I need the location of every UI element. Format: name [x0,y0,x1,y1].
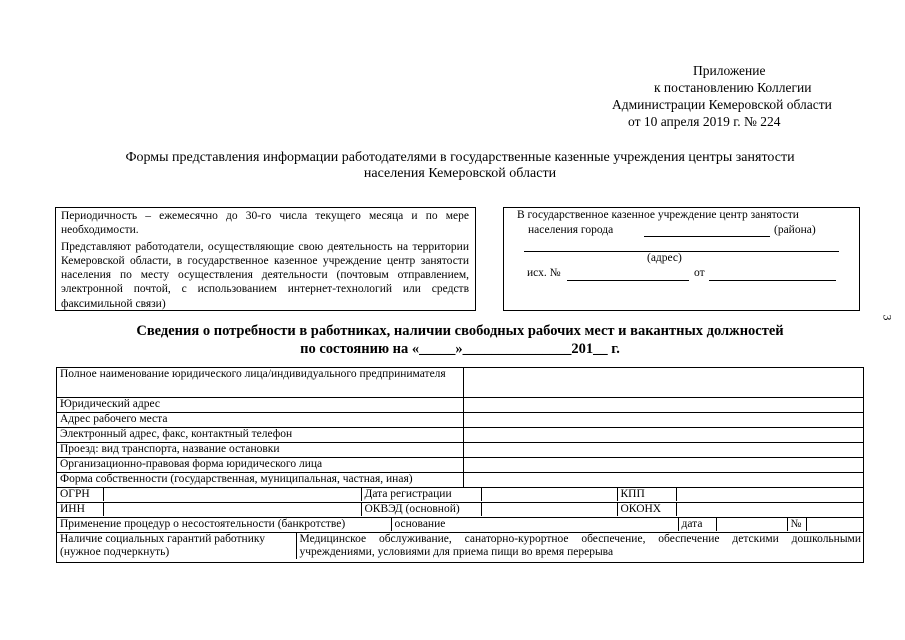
basis-label: основание [391,518,678,531]
row-label-workplace-address: Адрес рабочего места [57,413,464,428]
ogrn-label: ОГРН [60,488,90,500]
table-row [57,488,864,503]
appendix-line-1: Приложение [693,63,766,78]
row-value-contacts[interactable] [464,428,864,443]
appendix-block [560,62,850,130]
row-label-legal-address: Юридический адрес [57,398,464,413]
row-label-full-name: Полное наименование юридического лица/индивидуального предпринимателя [57,368,464,398]
periodicity-text: Периодичность – ежемесячно до 30-го числа текущего месяца и по мере необходимости. [61,210,469,237]
row-label-contacts: Электронный адрес, факс, контактный телефон [57,428,464,443]
number-label: № [787,518,806,531]
okved-field[interactable] [481,503,617,516]
page-title-line-2: населения Кемеровской области [363,166,557,181]
appendix-line-2: к постановлению Коллегии [654,80,812,95]
form-heading-line-1: Сведения о потребности в работниках, наличии свободных рабочих мест и вакантных должностей [136,323,784,339]
table-row [57,368,864,398]
submission-info-text [61,209,469,311]
row-label-transport: Проезд: вид транспорта, название остановки [57,443,464,458]
guarantees-value[interactable]: Медицинское обслуживание, санаторно-курортное обеспечение, обеспечение детскими дошкольными учреждениями, условиями для приема пищи во время перерыва [296,533,864,559]
table-row [57,473,864,488]
row-value-ownership[interactable] [464,473,864,488]
table-row [57,398,864,413]
row-value-legal-form[interactable] [464,458,864,473]
outgoing-date-field[interactable] [709,280,836,281]
page-number: 3 [880,314,895,321]
address-caption: (адрес) [647,252,682,264]
number-field[interactable] [806,518,864,531]
table-row [57,533,864,563]
appendix-line-4: от 10 апреля 2019 г. № 224 [628,114,781,129]
row-value-legal-address[interactable] [464,398,864,413]
guarantees-label: Наличие социальных гарантий работнику (нужное подчеркнуть) [60,533,266,558]
recipient-city-label: населения города [528,224,614,236]
okonh-label: ОКОНХ [617,503,676,516]
appendix-line-3: Администрации Кемеровской области [612,97,832,112]
page-title-line-1: Формы представления информации работодателями в государственные казенные учреждения центры занятости [125,150,795,165]
form-heading-line-2: по состоянию на «_____»_______________201__ г. [300,341,620,357]
okved-label: ОКВЭД (основной) [361,503,481,516]
table-row [57,458,864,473]
recipient-district-label: (района) [774,224,816,236]
date-label: дата [678,518,716,531]
presenters-text: Представляют работодатели, осуществляющие свою деятельность на территории Кемеровской области, в государственное казенное учреждение центр занятости населения по месту осуществления деятельности (почтовым отправлением, электронной почтой, с использованием интернет-технологий или средств факсимильной связи) [61,240,469,310]
kpp-label: КПП [617,488,676,501]
inn-field[interactable] [103,503,361,516]
table-row [57,443,864,458]
row-value-transport[interactable] [464,443,864,458]
okonh-field[interactable] [676,503,864,516]
city-field-line[interactable] [644,236,770,237]
bankruptcy-label: Применение процедур о несостоятельности (банкротстве) [60,518,346,530]
inn-label: ИНН [60,503,85,515]
table-row [57,428,864,443]
outgoing-number-field[interactable] [567,280,689,281]
date-field[interactable] [716,518,787,531]
kpp-field[interactable] [676,488,864,501]
outgoing-date-label: от [694,267,705,279]
reg-date-field[interactable] [481,488,617,501]
ogrn-field[interactable] [103,488,361,501]
recipient-line-1: В государственное казенное учреждение центр занятости [517,209,799,221]
table-row [57,503,864,518]
table-row [57,413,864,428]
row-value-full-name[interactable] [464,368,864,398]
reg-date-label: Дата регистрации [361,488,481,501]
employer-info-table [56,367,864,563]
row-value-workplace-address[interactable] [464,413,864,428]
row-label-ownership: Форма собственности (государственная, муниципальная, частная, иная) [57,473,464,488]
outgoing-number-label: исх. № [527,267,561,279]
row-label-legal-form: Организационно-правовая форма юридического лица [57,458,464,473]
table-row [57,518,864,533]
